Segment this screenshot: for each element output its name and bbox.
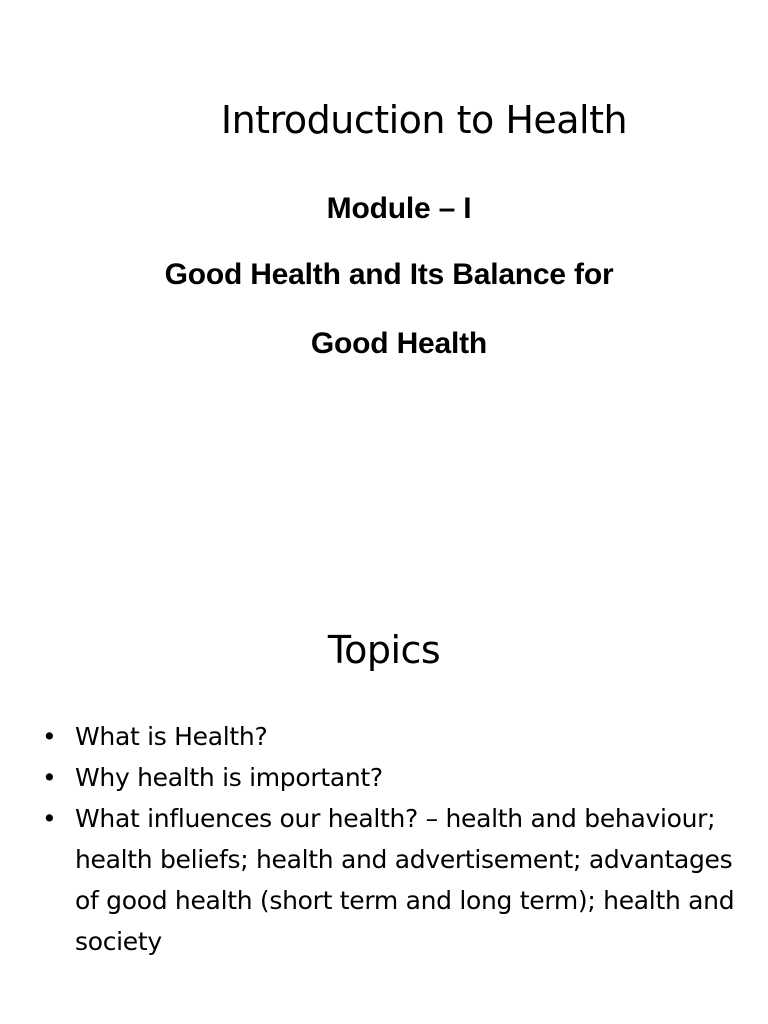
- subtitle-line-2: Good Health: [310, 327, 488, 360]
- module-heading: Module – I: [326, 192, 472, 225]
- list-item-text: What is Health?: [75, 722, 268, 751]
- subtitle-line-1: Good Health and Its Balance for: [164, 258, 614, 291]
- list-item-text: What influences our health? – health and behaviour; health beliefs; health and advertisement; advantages of good health (short term and long term); health and society: [75, 804, 735, 956]
- list-item-text: Why health is important?: [75, 763, 383, 792]
- list-item: [40, 798, 740, 962]
- slide-title-heading: Introduction to Health: [220, 98, 628, 142]
- topics-heading: Topics: [327, 628, 441, 672]
- bullet-icon: •: [42, 804, 57, 833]
- bullet-icon: •: [42, 722, 57, 751]
- topics-list: [40, 716, 740, 962]
- list-item: [40, 757, 740, 798]
- list-item: [40, 716, 740, 757]
- bullet-icon: •: [42, 763, 57, 792]
- slide-topics: [0, 560, 768, 1024]
